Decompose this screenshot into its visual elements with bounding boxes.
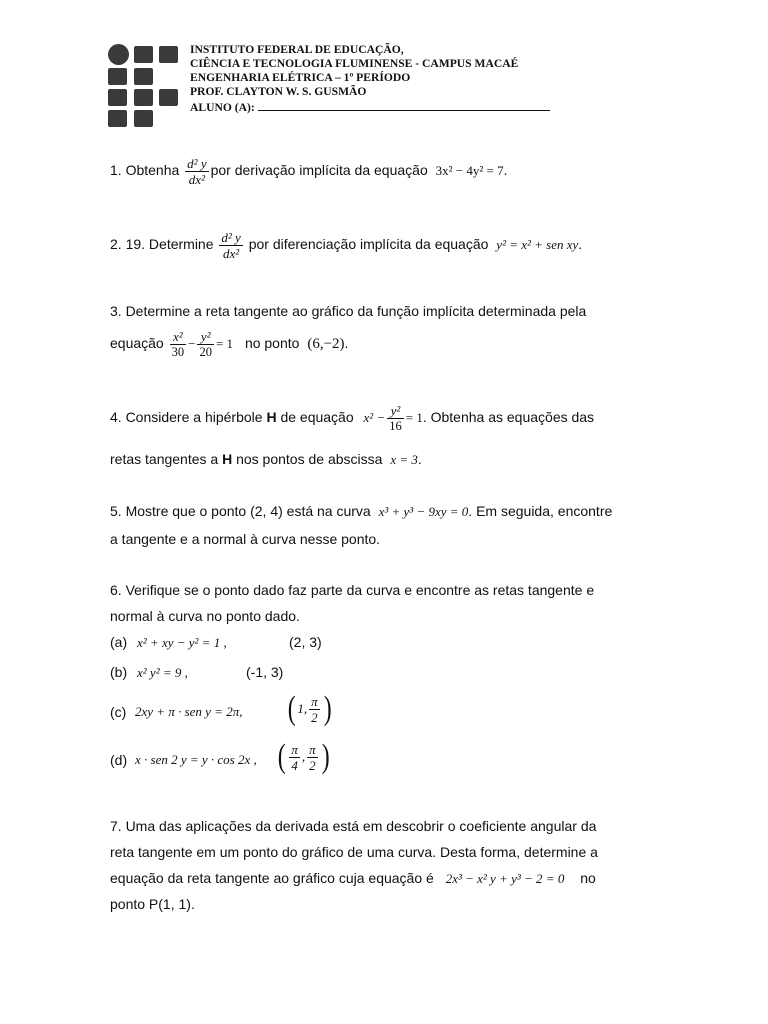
q7-line3b: no xyxy=(580,870,596,886)
q3-fraction-1 xyxy=(170,329,187,360)
logo-square xyxy=(108,110,127,127)
q6c-point-1: 1, xyxy=(297,701,308,716)
q2-fraction xyxy=(219,230,242,261)
q6d-den-1: 4 xyxy=(289,757,300,773)
question-6-line-2: normal à curva no ponto dado. xyxy=(110,608,300,624)
q6c-fraction xyxy=(309,694,320,725)
q7-equation: 2x³ − x² y + y³ − 2 = 0 xyxy=(445,871,565,886)
q3-lead: equação xyxy=(110,335,164,352)
q4-x-value: x = 3 xyxy=(390,452,418,467)
question-6b xyxy=(110,664,284,681)
institution-logo xyxy=(108,44,182,128)
logo-square xyxy=(159,89,178,106)
question-4-line-2 xyxy=(110,451,422,468)
header-institute: INSTITUTO FEDERAL DE EDUCAÇÃO, xyxy=(190,43,404,56)
q2-end: . xyxy=(578,236,583,253)
logo-square xyxy=(134,46,153,63)
q6d-num-1: π xyxy=(291,741,298,757)
logo-square xyxy=(159,46,178,63)
q4-lead: 4. Considere a hipérbole xyxy=(110,409,263,426)
header-professor: PROF. CLAYTON W. S. GUSMÃO xyxy=(190,85,367,98)
q6d-paren-open: ( xyxy=(277,738,286,775)
q4-line2a: retas tangentes a xyxy=(110,451,219,467)
q6c-label: (c) xyxy=(110,704,127,720)
q3-fraction-2 xyxy=(197,329,214,360)
q6d-den-2: 2 xyxy=(307,757,318,773)
q4-eq-end: = 1 xyxy=(405,410,423,426)
q4-hyperbola-name-2: H xyxy=(222,451,233,467)
q4-tail: . Obtenha as equações das xyxy=(422,409,595,426)
q4-mid: de equação xyxy=(280,409,354,426)
q1-equation: 3x² − 4y² = 7 xyxy=(435,163,504,179)
q1-lead: 1. Obtenha xyxy=(110,162,180,179)
question-7-line-2: reta tangente em um ponto do gráfico de uma curva. Desta forma, determine a xyxy=(110,844,598,860)
q3-f2-num: y² xyxy=(200,329,211,344)
question-7-line-4: ponto P(1, 1). xyxy=(110,896,195,912)
q3-f1-num: x² xyxy=(173,329,183,344)
q5-lead: 5. Mostre que o ponto (2, 4) está na curva xyxy=(110,503,371,519)
q6d-fraction-1 xyxy=(289,742,300,773)
q6c-point xyxy=(286,692,333,726)
q5-equation: x³ + y³ − 9xy = 0 xyxy=(378,504,469,519)
q1-num: d² y xyxy=(187,156,207,171)
q6d-fraction-2 xyxy=(307,742,318,773)
q6d-comma: , xyxy=(301,749,306,764)
logo-circle xyxy=(108,44,129,65)
logo-square xyxy=(134,110,153,127)
q6d-num-2: π xyxy=(309,741,316,757)
q6a-point: (2, 3) xyxy=(289,634,322,650)
q6c-den: 2 xyxy=(309,709,320,725)
question-7-line-3 xyxy=(110,870,596,887)
q4-eq-start: x² − xyxy=(363,410,386,426)
q6d-equation: x · sen 2 y = y · cos 2x , xyxy=(135,752,257,767)
question-2 xyxy=(110,230,582,261)
question-3-line-2 xyxy=(110,329,348,360)
q6c-num: π xyxy=(311,693,318,709)
q2-equation: y² = x² + sen xy xyxy=(496,237,579,253)
q1-end: . xyxy=(503,162,508,179)
question-5-line-1 xyxy=(110,503,612,520)
q3-mid: no ponto xyxy=(244,335,300,352)
q6b-equation: x² y² = 9 , xyxy=(137,665,188,680)
header-student xyxy=(190,99,550,115)
q2-lead: 2. 19. Determine xyxy=(110,236,214,253)
q1-mid: por derivação implícita da equação xyxy=(210,162,428,179)
q6b-label: (b) xyxy=(110,664,128,680)
q4-f-num: y² xyxy=(390,403,401,418)
q6c-paren-close: ) xyxy=(323,690,332,727)
q6c-equation: 2xy + π · sen y = 2π, xyxy=(135,704,243,719)
question-7-line-1: 7. Uma das aplicações da derivada está em descobrir o coeficiente angular da xyxy=(110,818,597,834)
q7-line3a: equação da reta tangente ao gráfico cuja equação é xyxy=(110,870,434,886)
student-name-line[interactable] xyxy=(258,99,550,111)
q4-f-den: 16 xyxy=(389,419,402,433)
question-3-line-1: 3. Determine a reta tangente ao gráfico da função implícita determinada pela xyxy=(110,303,587,319)
q6a-equation: x² + xy − y² = 1 , xyxy=(137,635,227,650)
document-header xyxy=(190,43,550,115)
q3-f2-den: 20 xyxy=(199,345,212,359)
student-label: ALUNO (A): xyxy=(190,101,255,114)
q1-fraction xyxy=(185,156,208,187)
q4-line2b: nos pontos de abscissa xyxy=(236,451,383,467)
question-6a xyxy=(110,634,322,651)
logo-square xyxy=(108,68,127,85)
q3-minus: − xyxy=(188,336,196,352)
question-6-line-1: 6. Verifique se o ponto dado faz parte da curva e encontre as retas tangente e xyxy=(110,582,595,598)
logo-square xyxy=(134,89,153,106)
q6d-label: (d) xyxy=(110,752,128,768)
header-course: ENGENHARIA ELÉTRICA – 1º PERÍODO xyxy=(190,71,411,84)
question-5-line-2: a tangente e a normal à curva nesse ponto. xyxy=(110,531,381,547)
header-campus: CIÊNCIA E TECNOLOGIA FLUMINENSE - CAMPUS MACAÉ xyxy=(190,57,519,70)
q4-fraction xyxy=(387,403,404,434)
q6d-paren-close: ) xyxy=(321,738,330,775)
logo-square xyxy=(108,89,127,106)
q4-hyperbola-name: H xyxy=(266,409,277,426)
q3-eq-end: = 1 xyxy=(215,336,234,352)
q3-end: . xyxy=(344,335,349,352)
q1-den: dx² xyxy=(185,171,208,187)
q2-den: dx² xyxy=(219,245,242,261)
q6d-point xyxy=(276,740,331,774)
question-4-line-1 xyxy=(110,403,594,434)
q2-mid: por diferenciação implícita da equação xyxy=(248,236,489,253)
logo-square xyxy=(134,68,153,85)
q3-f1-den: 30 xyxy=(171,345,185,359)
q6a-label: (a) xyxy=(110,634,128,650)
question-1 xyxy=(110,156,507,187)
q5-tail: . Em seguida, encontre xyxy=(468,503,613,519)
q4-end: . xyxy=(417,451,422,467)
q6c-paren-open: ( xyxy=(287,690,296,727)
q2-num: d² y xyxy=(221,230,241,245)
q3-point: (6,−2) xyxy=(307,336,345,353)
q6b-point: (-1, 3) xyxy=(246,664,284,680)
